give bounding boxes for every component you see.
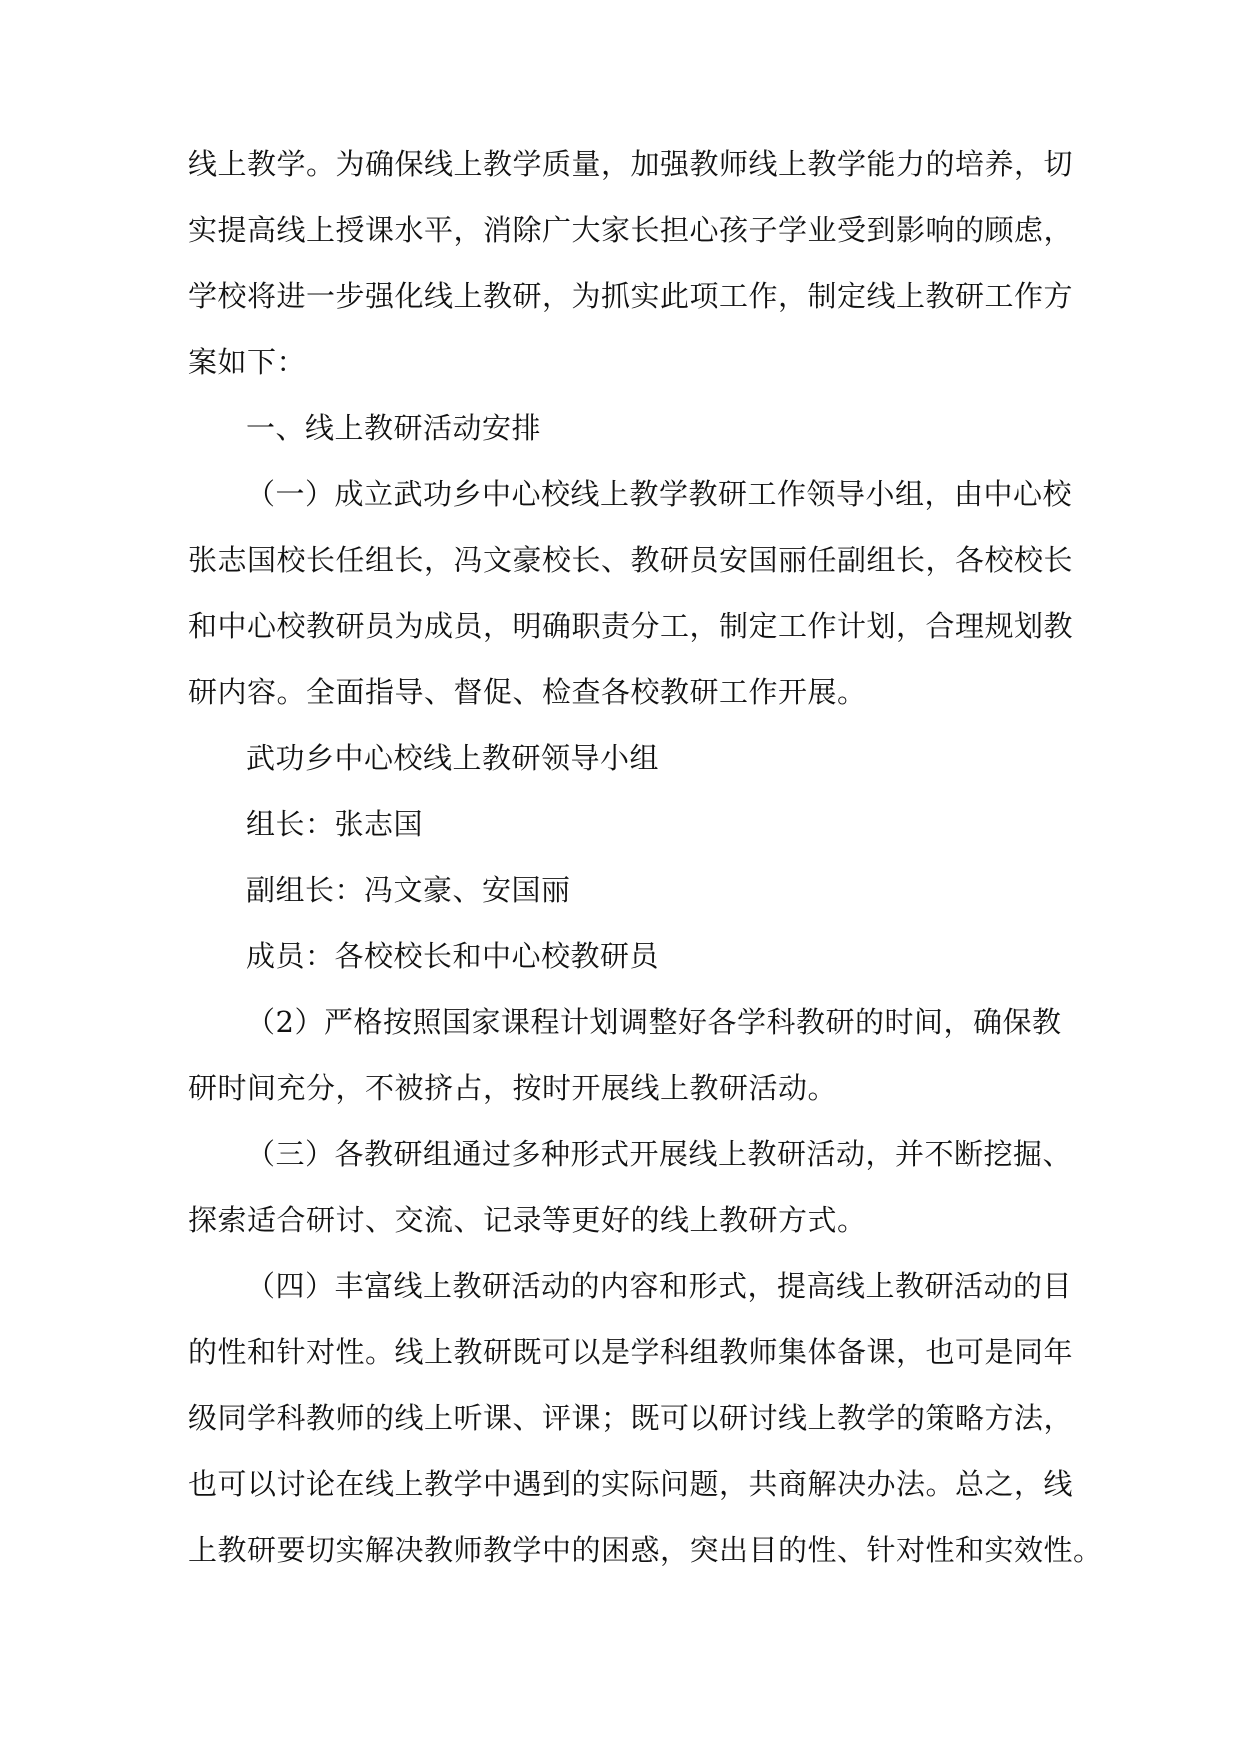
paragraph-line-1: 线上教学。为确保线上教学质量，加强教师线上教学能力的培养，切 bbox=[188, 147, 1074, 181]
paragraph-line-15: 研时间充分，不被挤占，按时开展线上教研活动。 bbox=[188, 1071, 838, 1105]
paragraph-line-6: （一）成立武功乡中心校线上教学教研工作领导小组，由中心校 bbox=[246, 477, 1073, 511]
paragraph-line-16: （三）各教研组通过多种形式开展线上教研活动，并不断挖掘、 bbox=[246, 1137, 1073, 1171]
paragraph-line-14: （2）严格按照国家课程计划调整好各学科教研的时间，确保教 bbox=[246, 1005, 1062, 1039]
group-deputy-leaders: 副组长：冯文豪、安国丽 bbox=[246, 873, 571, 907]
paragraph-line-21: 也可以讨论在线上教学中遇到的实际问题，共商解决办法。总之，线 bbox=[188, 1467, 1074, 1501]
paragraph-line-4: 案如下： bbox=[188, 345, 307, 379]
paragraph-line-3: 学校将进一步强化线上教研，为抓实此项工作，制定线上教研工作方 bbox=[188, 279, 1074, 313]
group-title: 武功乡中心校线上教研领导小组 bbox=[246, 741, 660, 775]
group-members: 成员：各校校长和中心校教研员 bbox=[246, 939, 660, 973]
group-leader: 组长：张志国 bbox=[246, 807, 424, 841]
paragraph-line-22: 上教研要切实解决教师教学中的困惑，突出目的性、针对性和实效性。 bbox=[188, 1533, 1103, 1567]
paragraph-line-8: 和中心校教研员为成员，明确职责分工，制定工作计划，合理规划教 bbox=[188, 609, 1074, 643]
paragraph-line-2: 实提高线上授课水平，消除广大家长担心孩子学业受到影响的顾虑， bbox=[188, 213, 1074, 247]
paragraph-line-9: 研内容。全面指导、督促、检查各校教研工作开展。 bbox=[188, 675, 867, 709]
paragraph-line-18: （四）丰富线上教研活动的内容和形式，提高线上教研活动的目 bbox=[246, 1269, 1073, 1303]
paragraph-line-19: 的性和针对性。线上教研既可以是学科组教师集体备课，也可是同年 bbox=[188, 1335, 1074, 1369]
paragraph-line-17: 探索适合研讨、交流、记录等更好的线上教研方式。 bbox=[188, 1203, 867, 1237]
section-heading: 一、线上教研活动安排 bbox=[246, 411, 542, 445]
paragraph-line-7: 张志国校长任组长，冯文豪校长、教研员安国丽任副组长，各校校长 bbox=[188, 543, 1074, 577]
paragraph-line-20: 级同学科教师的线上听课、评课；既可以研讨线上教学的策略方法， bbox=[188, 1401, 1074, 1435]
